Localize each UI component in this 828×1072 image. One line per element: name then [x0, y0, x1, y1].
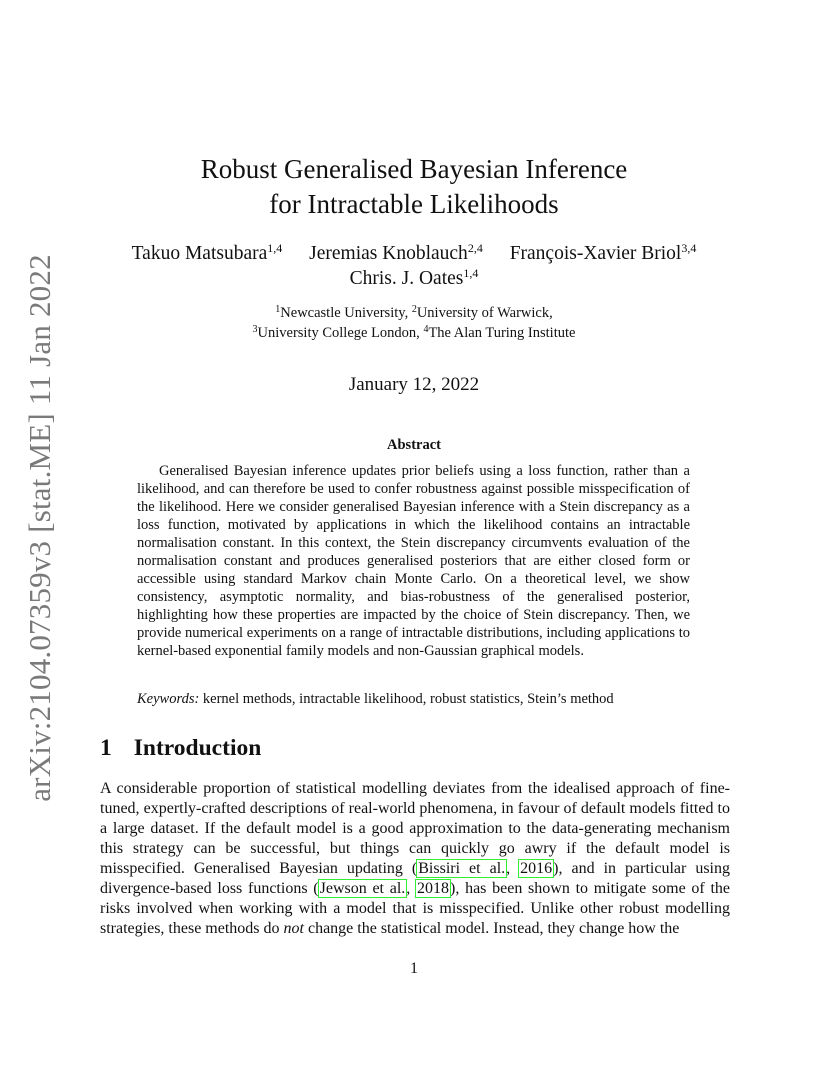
page-number: 1	[410, 960, 418, 977]
author-name: François-Xavier Briol	[509, 243, 682, 264]
intro-text: ), and in particular using divergence-based loss functions (	[100, 860, 731, 897]
author-row-1	[0, 241, 828, 266]
author	[350, 268, 479, 289]
affiliation-warwick: University of Warwick,	[416, 305, 553, 321]
author-affiliation-mark: 2,4	[467, 241, 483, 255]
emphasis-text: not	[283, 920, 304, 937]
citation-link[interactable]: Bissiri et al.	[418, 860, 506, 877]
affiliation-newcastle: Newcastle University,	[280, 305, 412, 321]
introduction-paragraph	[100, 779, 730, 939]
affiliation-mark: 1	[275, 304, 281, 315]
keywords-list: kernel methods, intractable likelihood, robust statistics, Stein’s method	[199, 691, 614, 707]
author-name: Takuo Matsubara	[131, 243, 268, 264]
affiliation-line-2	[0, 323, 828, 343]
citation-separator: ,	[506, 860, 520, 877]
citation-year-link[interactable]: 2018	[417, 880, 450, 897]
citation-separator: ,	[406, 880, 417, 897]
section-heading	[100, 735, 261, 762]
title-line-1: Robust Generalised Bayesian Inference	[200, 154, 628, 184]
section-title: Introduction	[133, 735, 262, 761]
author	[309, 243, 483, 264]
affiliation-mark: 4	[423, 324, 429, 335]
author	[132, 243, 283, 264]
keywords	[137, 690, 690, 708]
citation-year-link[interactable]: 2016	[520, 860, 553, 877]
author-list	[0, 241, 828, 291]
abstract-body	[137, 462, 690, 660]
author	[510, 243, 697, 264]
affiliation-mark: 3	[252, 324, 258, 335]
intro-text: ), has been shown to mitigate some of the risks involved when working with a model that is misspecified. Unlike other robust modelling strategies, these methods do	[100, 880, 731, 937]
author-affiliation-mark: 1,4	[463, 266, 479, 280]
keywords-label: Keywords:	[137, 691, 200, 707]
publication-date: January 12, 2022	[348, 374, 480, 395]
arxiv-identifier-text: arXiv:2104.07359v3 [stat.ME] 11 Jan 2022	[22, 254, 58, 802]
author-affiliation-mark: 1,4	[267, 241, 283, 255]
introduction-body	[100, 779, 730, 939]
abstract-heading: Abstract	[387, 437, 441, 453]
paper-title	[0, 152, 828, 222]
intro-text: A considerable proportion of statistical modelling deviates from the idealised approach of fine-tuned, expertly-crafted descriptions of real-world phenomena, in favour of default models fitted to a large dataset. If the default model is a good approximation to the data-generating mechanism this strategy can be successful, but things can quickly go awry if the default model is misspecified. Generalised Bayesian updating (	[100, 780, 730, 877]
affiliation-mark: 2	[411, 304, 417, 315]
abstract-text: Generalised Bayesian inference updates prior beliefs using a loss function, rather than a likelihood, and can therefore be used to confer robustness against possible misspecification of the likelihood. Here we consider generalised Bayesian inference with a Stein discrepancy as a loss function, motivated by applications in which the likelihood contains an intractable normalisation constant. In this context, the Stein discrepancy circumvents evaluation of the normalisation constant and produces generalised posteriors that are either closed form or accessible using standard Markov chain Monte Carlo. On a theoretical level, we show consistency, asymptotic normality, and bias-robustness of the generalised posterior, highlighting how these properties are impacted by the choice of Stein discrepancy. Then, we provide numerical experiments on a range of intractable distributions, including applications to kernel-based exponential family models and non-Gaussian graphical models.	[137, 463, 690, 659]
intro-text: change the statistical model. Instead, they change how the	[303, 920, 680, 937]
affiliation-turing: The Alan Turing Institute	[428, 325, 576, 341]
affiliation-line-1	[0, 303, 828, 323]
citation-link[interactable]: Jewson et al.	[319, 880, 406, 897]
author-name: Chris. J. Oates	[349, 268, 464, 289]
title-line-2: for Intractable Likelihoods	[269, 189, 559, 219]
arxiv-identifier	[20, 254, 60, 802]
author-name: Jeremias Knoblauch	[309, 243, 468, 264]
affiliations	[0, 303, 828, 343]
author-affiliation-mark: 3,4	[681, 241, 697, 255]
section-number: 1	[100, 735, 112, 761]
affiliation-ucl: University College London,	[257, 325, 424, 341]
author-row-2	[0, 266, 828, 291]
